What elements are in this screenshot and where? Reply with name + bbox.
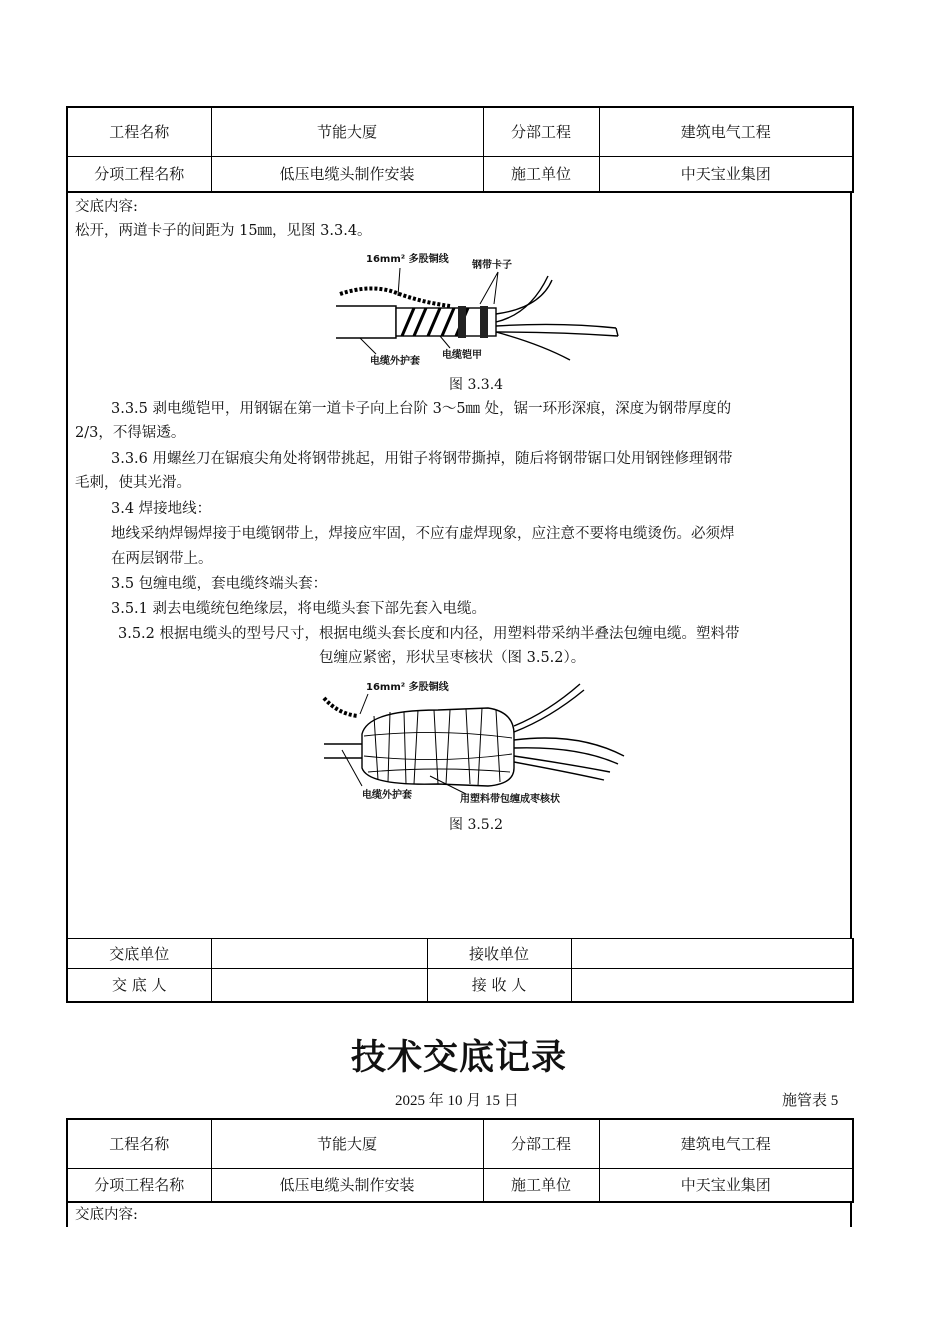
content-line: 松开，两道卡子的间距为 15㎜，见图 3.3.4。 — [75, 223, 372, 239]
content-line: 3.3.5 剥电缆铠甲，用钢锯在第一道卡子向上台阶 3～5㎜ 处，锯一环形深痕，深度为钢带厚度的 — [111, 401, 732, 417]
division-value: 建筑电气工程 — [599, 1119, 853, 1168]
figure2-caption: 图 3.5.2 — [449, 817, 504, 833]
content-line: 毛刺，使其光滑。 — [75, 475, 191, 491]
content-line: 3.5 包缠电缆，套电缆终端头套： — [111, 576, 328, 592]
figure1-caption: 图 3.3.4 — [449, 377, 504, 393]
receiver-label: 接 收 人 — [427, 969, 571, 1002]
page-title: 技术交底记录 — [350, 1038, 567, 1078]
receiver-unit-value[interactable] — [571, 939, 853, 969]
figure1-wire-label: 16mm² 多股铜线 — [366, 254, 449, 265]
cable-armor-clamp-figure — [330, 248, 630, 370]
division-value: 建筑电气工程 — [599, 107, 853, 156]
figure1-armor-label: 电缆铠甲 — [442, 350, 482, 361]
issuer-unit-value[interactable] — [211, 939, 427, 969]
contractor-label: 施工单位 — [483, 1168, 599, 1202]
contractor-label: 施工单位 — [483, 156, 599, 192]
subitem-label: 分项工程名称 — [67, 1168, 211, 1202]
subitem-value: 低压电缆头制作安装 — [211, 1168, 483, 1202]
receiver-unit-label: 接收单位 — [427, 939, 571, 969]
content-line: 2/3，不得锯透。 — [75, 425, 186, 441]
figure2-tape-label: 用塑料带包缠成枣核状 — [460, 794, 560, 805]
sheet1-content-label: 交底内容: — [75, 199, 138, 215]
cable-taping-figure — [318, 676, 632, 810]
content-line: 3.5.2 根据电缆头的型号尺寸，根据电缆头套长度和内径，用塑料带采纳半叠法包缠电缆。塑料带 — [118, 626, 740, 642]
division-label: 分部工程 — [483, 107, 599, 156]
division-label: 分部工程 — [483, 1119, 599, 1168]
sheet1-signature-table — [66, 938, 854, 1003]
content-line: 包缠应紧密，形状呈枣核状（图 3.5.2）。 — [319, 650, 586, 666]
figure1-clamp-label: 钢带卡子 — [472, 260, 512, 271]
contractor-value: 中天宝业集团 — [599, 156, 853, 192]
content-line: 在两层钢带上。 — [111, 551, 213, 567]
figure1-sheath-label: 电缆外护套 — [370, 356, 420, 367]
sheet2-content-frame — [66, 1203, 852, 1227]
contractor-value: 中天宝业集团 — [599, 1168, 853, 1202]
project-name-value: 节能大厦 — [211, 1119, 483, 1168]
project-name-label: 工程名称 — [67, 1119, 211, 1168]
content-line: 3.3.6 用螺丝刀在锯痕尖角处将钢带挑起，用钳子将钢带撕掉，随后将钢带锯口处用钢锉修理钢带 — [111, 451, 733, 467]
project-name-label: 工程名称 — [67, 107, 211, 156]
sheet1-header-table — [66, 106, 854, 193]
issuer-label: 交 底 人 — [67, 969, 211, 1002]
figure2-sheath-label: 电缆外护套 — [362, 790, 412, 801]
receiver-value[interactable] — [571, 969, 853, 1002]
project-name-value: 节能大厦 — [211, 107, 483, 156]
subitem-value: 低压电缆头制作安装 — [211, 156, 483, 192]
subitem-label: 分项工程名称 — [67, 156, 211, 192]
issuer-value[interactable] — [211, 969, 427, 1002]
figure2-wire-label: 16mm² 多股铜线 — [366, 682, 449, 693]
record-date: 2025 年 10 月 15 日 — [395, 1093, 519, 1109]
issuer-unit-label: 交底单位 — [67, 939, 211, 969]
form-number: 施管表 5 — [782, 1093, 839, 1109]
content-line: 地线采纳焊锡焊接于电缆钢带上，焊接应牢固，不应有虚焊现象，应注意不要将电缆烫伤。必须焊 — [111, 526, 735, 542]
content-line: 3.5.1 剥去电缆统包绝缘层，将电缆头套下部先套入电缆。 — [111, 601, 487, 617]
content-line: 3.4 焊接地线： — [111, 501, 212, 517]
sheet2-content-label: 交底内容: — [75, 1207, 138, 1223]
sheet2-header-table — [66, 1118, 854, 1203]
